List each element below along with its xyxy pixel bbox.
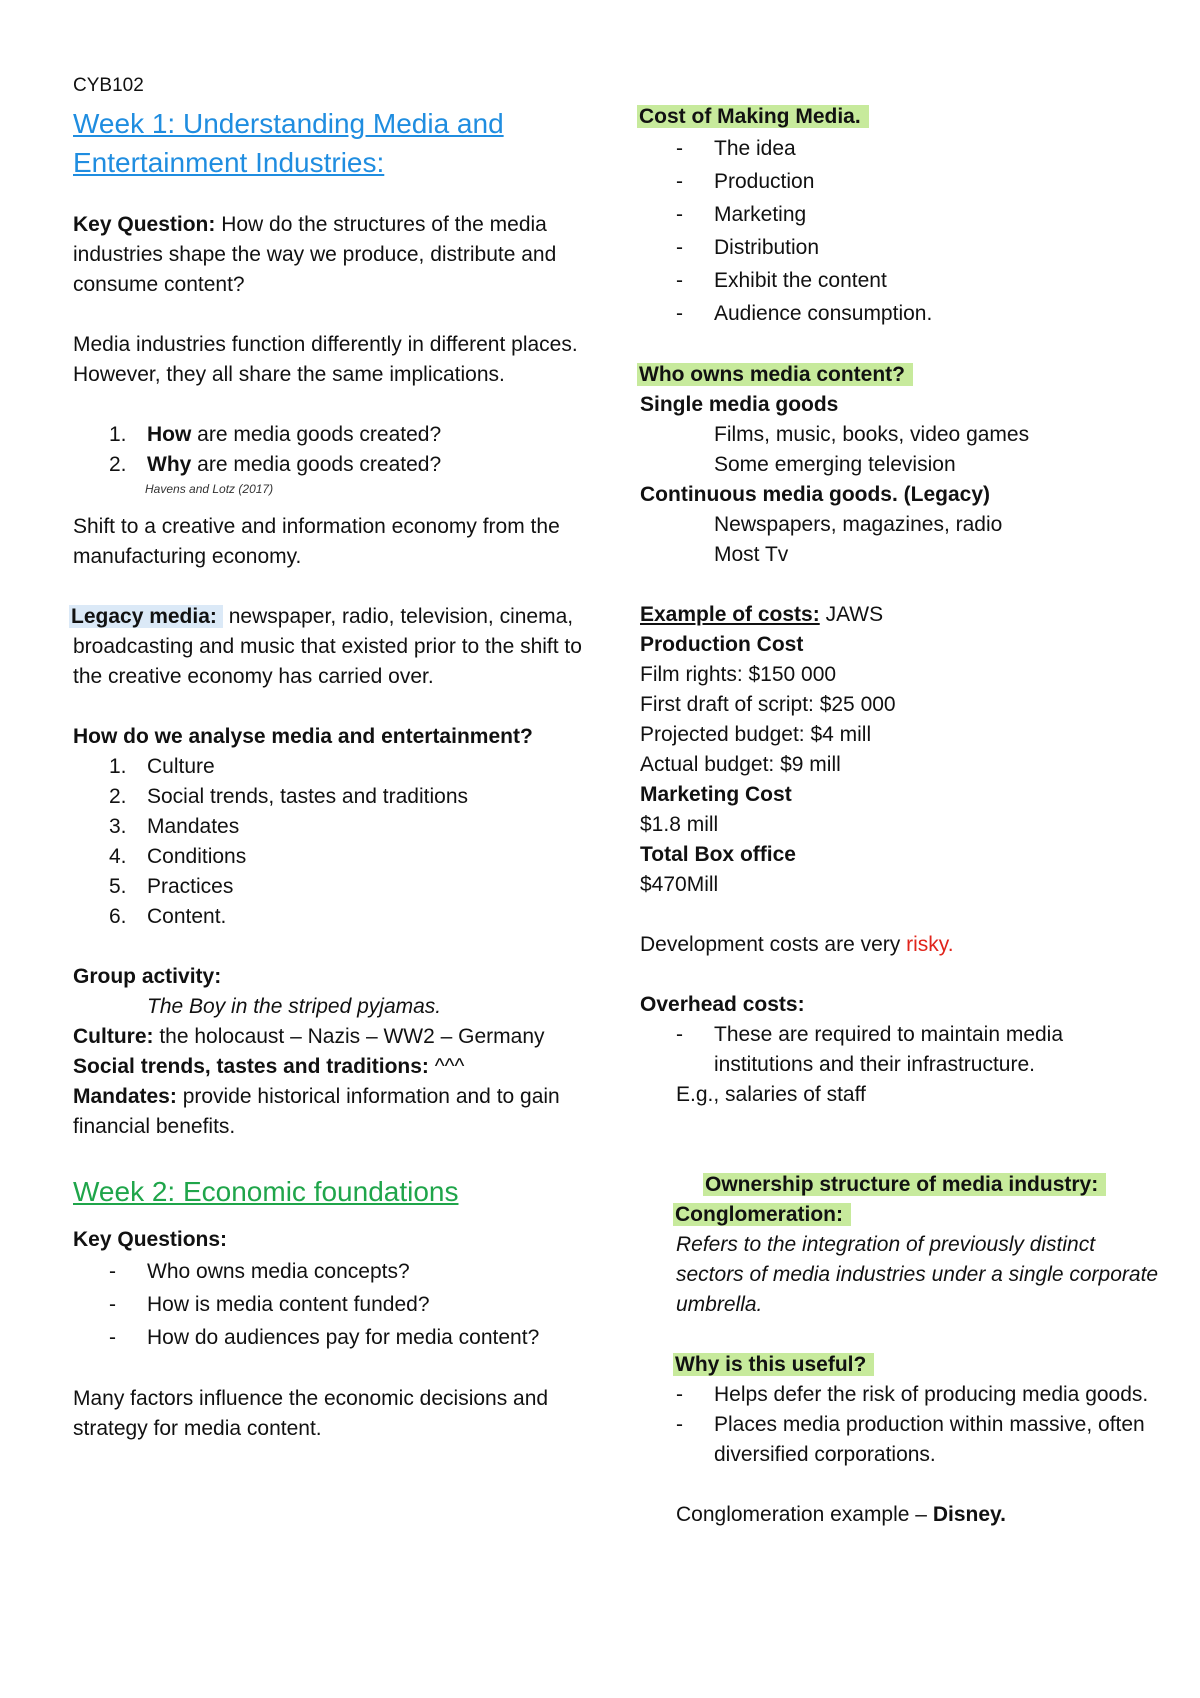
list-item: 4. Conditions bbox=[109, 845, 247, 868]
list-item: 1. How are media goods created? bbox=[109, 423, 442, 446]
single-label: Single media goods bbox=[640, 393, 839, 416]
course-code: CYB102 bbox=[73, 75, 144, 96]
production-line: Film rights: $150 000 bbox=[640, 663, 837, 686]
example-costs: Example of costs: JAWS bbox=[640, 603, 884, 626]
left-column bbox=[73, 72, 603, 1444]
paragraph-factors: Many factors influence the economic decisions and strategy for media content. bbox=[73, 1387, 549, 1440]
marketing-value: $1.8 mill bbox=[640, 813, 719, 836]
right-column bbox=[640, 102, 1160, 1530]
production-line: Actual budget: $9 mill bbox=[640, 753, 841, 776]
continuous-item: Most Tv bbox=[714, 543, 789, 566]
list-item: 1. Culture bbox=[109, 755, 215, 778]
legacy-media bbox=[73, 602, 603, 692]
overhead-list bbox=[640, 1020, 1160, 1080]
culture-line: Culture: the holocaust – Nazis – WW2 – Germany bbox=[73, 1025, 545, 1048]
production-line: Projected budget: $4 mill bbox=[640, 723, 872, 746]
analyse-heading: How do we analyse media and entertainment? bbox=[73, 725, 533, 748]
owns-heading: Who owns media content? bbox=[640, 360, 1160, 390]
list-item: 6. Content. bbox=[109, 905, 227, 928]
production-line: First draft of script: $25 000 bbox=[640, 693, 896, 716]
list-item: - Production bbox=[676, 170, 815, 193]
boxoffice-value: $470Mill bbox=[640, 873, 719, 896]
single-item: Some emerging television bbox=[714, 453, 956, 476]
ownership-section bbox=[640, 1170, 1160, 1530]
conglomeration-definition: Refers to the integration of previously distinct sectors of media industries under a single corporate umbrella. bbox=[676, 1233, 1159, 1316]
development-line: Development costs are very risky. bbox=[640, 933, 954, 956]
list-item: - Who owns media concepts? bbox=[109, 1260, 410, 1283]
continuous-item: Newspapers, magazines, radio bbox=[714, 513, 1003, 536]
continuous-label: Continuous media goods. (Legacy) bbox=[640, 483, 991, 506]
list-item: - Helps defer the risk of producing media goods. bbox=[676, 1383, 1149, 1406]
list-item: - Places media production within massive, often diversified corporations. bbox=[676, 1413, 1145, 1466]
useful-list bbox=[640, 1380, 1160, 1470]
paragraph-shift: Shift to a creative and information economy from the manufacturing economy. bbox=[73, 515, 560, 568]
conglomeration-label: Conglomeration: bbox=[676, 1200, 1160, 1230]
conglomeration-example: Conglomeration example – Disney. bbox=[676, 1503, 1006, 1526]
marketing-label: Marketing Cost bbox=[640, 783, 792, 806]
citation: Havens and Lotz (2017) bbox=[145, 482, 274, 496]
key-question-text: How do the structures of the media industries shape the way we produce, distribute and consume content? bbox=[73, 213, 557, 296]
single-item: Films, music, books, video games bbox=[714, 423, 1030, 446]
list-item: 2. Why are media goods created? bbox=[109, 453, 442, 476]
legacy-media-text: newspaper, radio, television, cinema, broadcasting and music that existed prior to the shift to the creative economy has carried over. bbox=[73, 605, 582, 688]
list-item: 3. Mandates bbox=[109, 815, 240, 838]
list-item: - Exhibit the content bbox=[676, 269, 887, 292]
questions-list bbox=[73, 420, 603, 480]
ownership-heading: Ownership structure of media industry: bbox=[676, 1170, 1160, 1200]
week1-title: Week 1: Understanding Media and Entertainment Industries: bbox=[73, 108, 504, 178]
list-item: - Audience consumption. bbox=[676, 302, 933, 325]
list-item: - How do audiences pay for media content? bbox=[109, 1326, 540, 1349]
key-question-label: Key Question: bbox=[73, 213, 216, 236]
list-item: 5. Practices bbox=[109, 875, 234, 898]
useful-heading: Why is this useful? bbox=[676, 1350, 1160, 1380]
group-film: The Boy in the striped pyjamas. bbox=[147, 995, 442, 1018]
list-item: 2. Social trends, tastes and traditions bbox=[109, 785, 469, 808]
mandates-line: Mandates: provide historical information and to gain financial benefits. bbox=[73, 1085, 560, 1138]
paragraph-function: Media industries function differently in different places. However, they all share the same implications. bbox=[73, 333, 578, 386]
week2-title: Week 2: Economic foundations bbox=[73, 1176, 459, 1207]
analyse-list bbox=[73, 752, 603, 932]
group-activity-label: Group activity: bbox=[73, 965, 222, 988]
boxoffice-label: Total Box office bbox=[640, 843, 796, 866]
list-item: - Distribution bbox=[676, 236, 820, 259]
list-item: - How is media content funded? bbox=[109, 1293, 430, 1316]
list-item: - These are required to maintain media institutions and their infrastructure. bbox=[676, 1023, 1064, 1076]
key-questions-label: Key Questions: bbox=[73, 1228, 228, 1251]
legacy-media-label: Legacy media: bbox=[69, 605, 223, 628]
list-item: - Marketing bbox=[676, 203, 807, 226]
overhead-example: E.g., salaries of staff bbox=[676, 1083, 866, 1106]
production-label: Production Cost bbox=[640, 633, 804, 656]
cost-list bbox=[640, 132, 1160, 330]
overhead-label: Overhead costs: bbox=[640, 993, 805, 1016]
social-line: Social trends, tastes and traditions: ^^^ bbox=[73, 1055, 465, 1078]
key-questions-list bbox=[73, 1255, 603, 1354]
list-item: - The idea bbox=[676, 137, 796, 160]
cost-heading: Cost of Making Media. bbox=[640, 102, 1160, 132]
key-question bbox=[73, 210, 603, 300]
